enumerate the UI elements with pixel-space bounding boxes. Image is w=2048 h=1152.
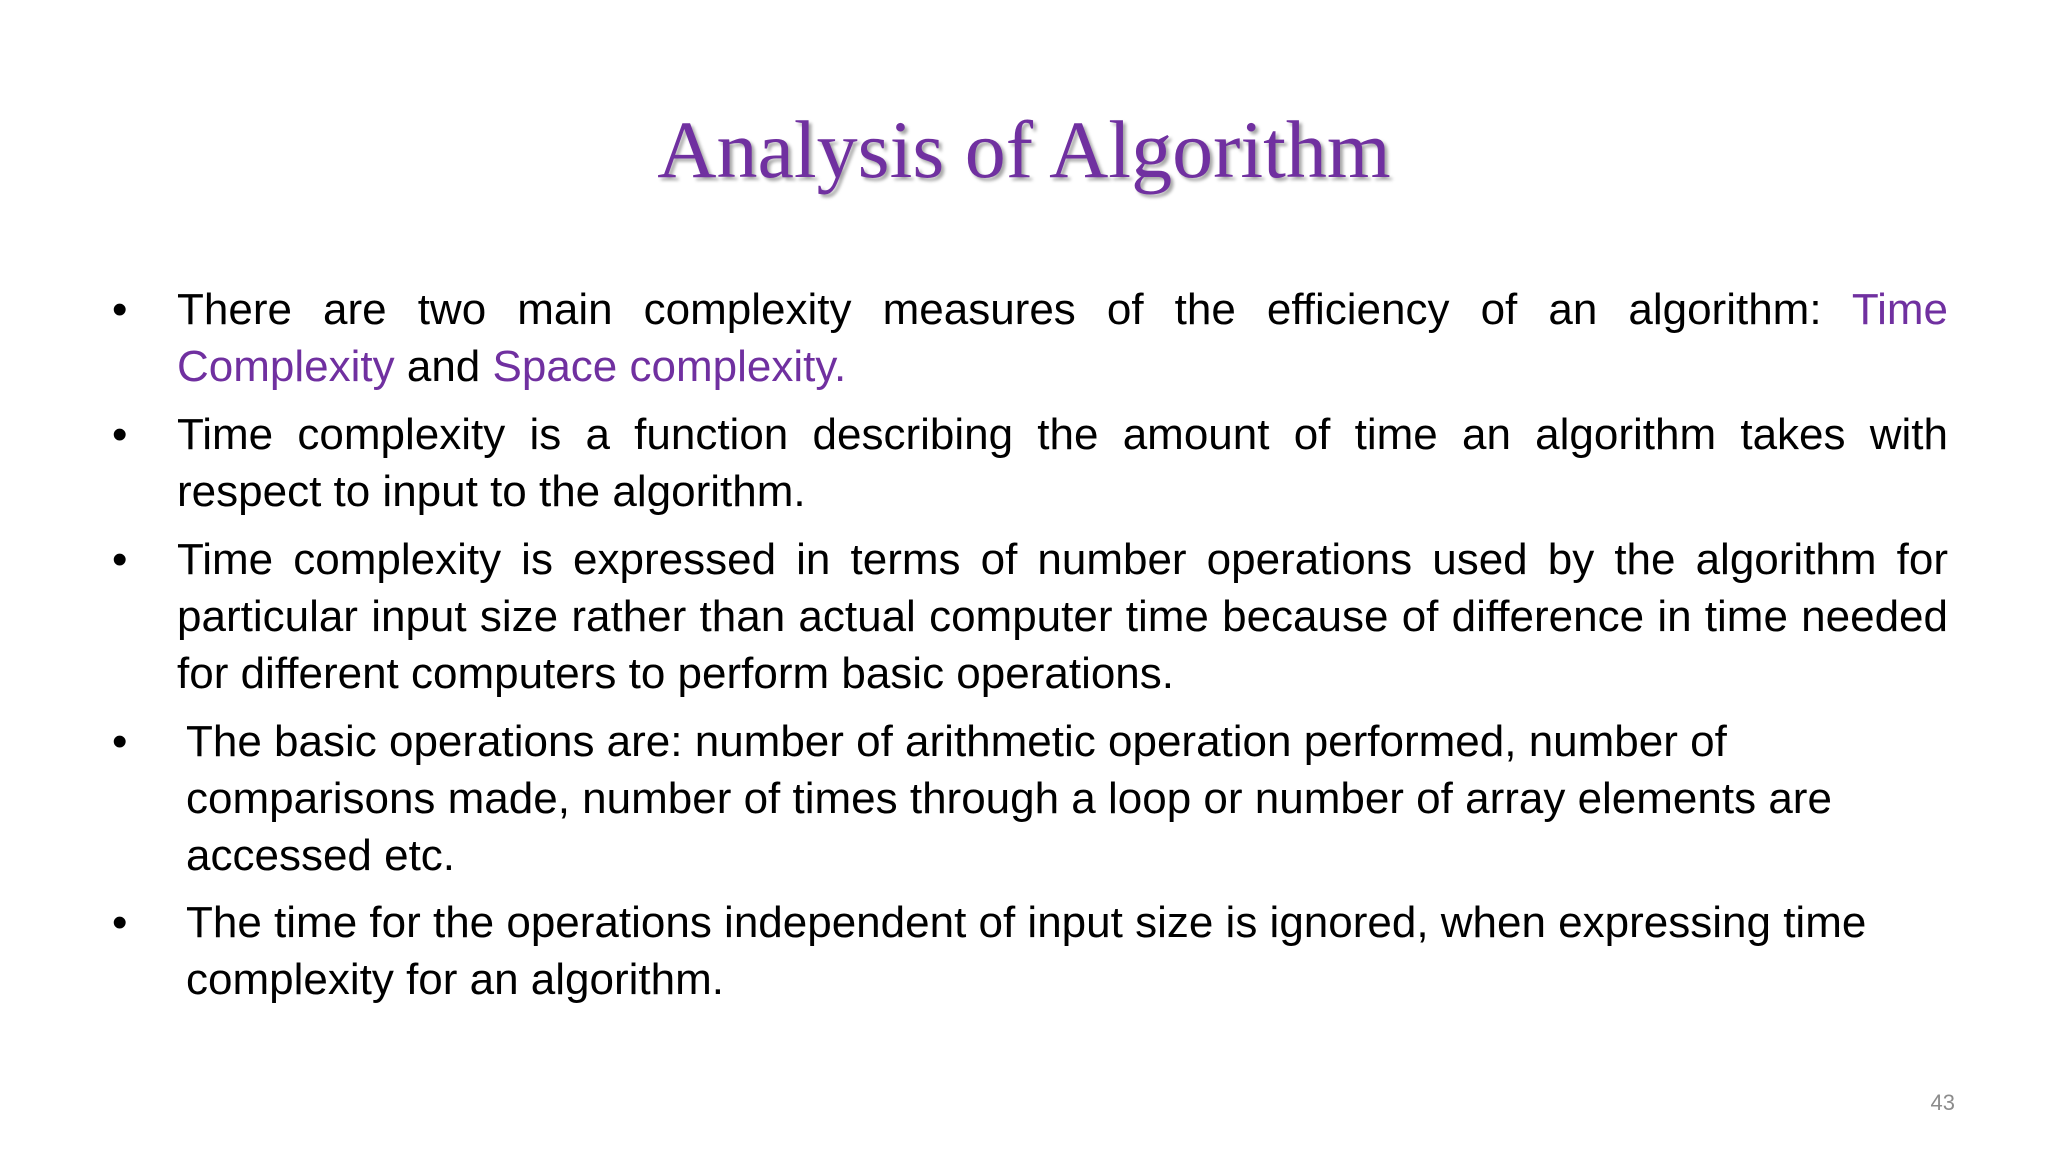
accent-term-time-complexity: Time Complexity <box>177 285 1948 391</box>
bullet-dot-icon: • <box>112 898 128 947</box>
bullet-text: Time complexity is expressed in terms of number operations used by the algorithm for particular input size rather than actual computer time because of difference in time needed for different computers to perform basic operations. <box>177 535 1948 698</box>
slide-title: Analysis of Algorithm <box>657 104 1391 195</box>
bullet-text-segment: and <box>394 342 493 391</box>
bullet-text: The basic operations are: number of arithmetic operation performed, number of comparisons made, number of times through a loop or number of array elements are accessed etc. <box>186 717 1832 880</box>
bullet-dot-icon: • <box>112 410 128 459</box>
bullet-text <box>177 281 1948 395</box>
accent-term-space-complexity: Space complexity. <box>492 342 847 391</box>
bullet-text-segment: There are two main complexity measures of the efficiency of an algorithm: <box>177 285 1852 334</box>
bullet-text: The time for the operations independent of input size is ignored, when expressing time complexity for an algorithm. <box>186 898 1867 1004</box>
bullet-dot-icon: • <box>112 535 128 584</box>
bullet-text: Time complexity is a function describing the amount of time an algorithm takes with respect to input to the algorithm. <box>177 410 1948 516</box>
page-number: 43 <box>1930 1090 1955 1115</box>
bullet-dot-icon: • <box>112 717 128 766</box>
bullet-dot-icon: • <box>112 285 128 334</box>
